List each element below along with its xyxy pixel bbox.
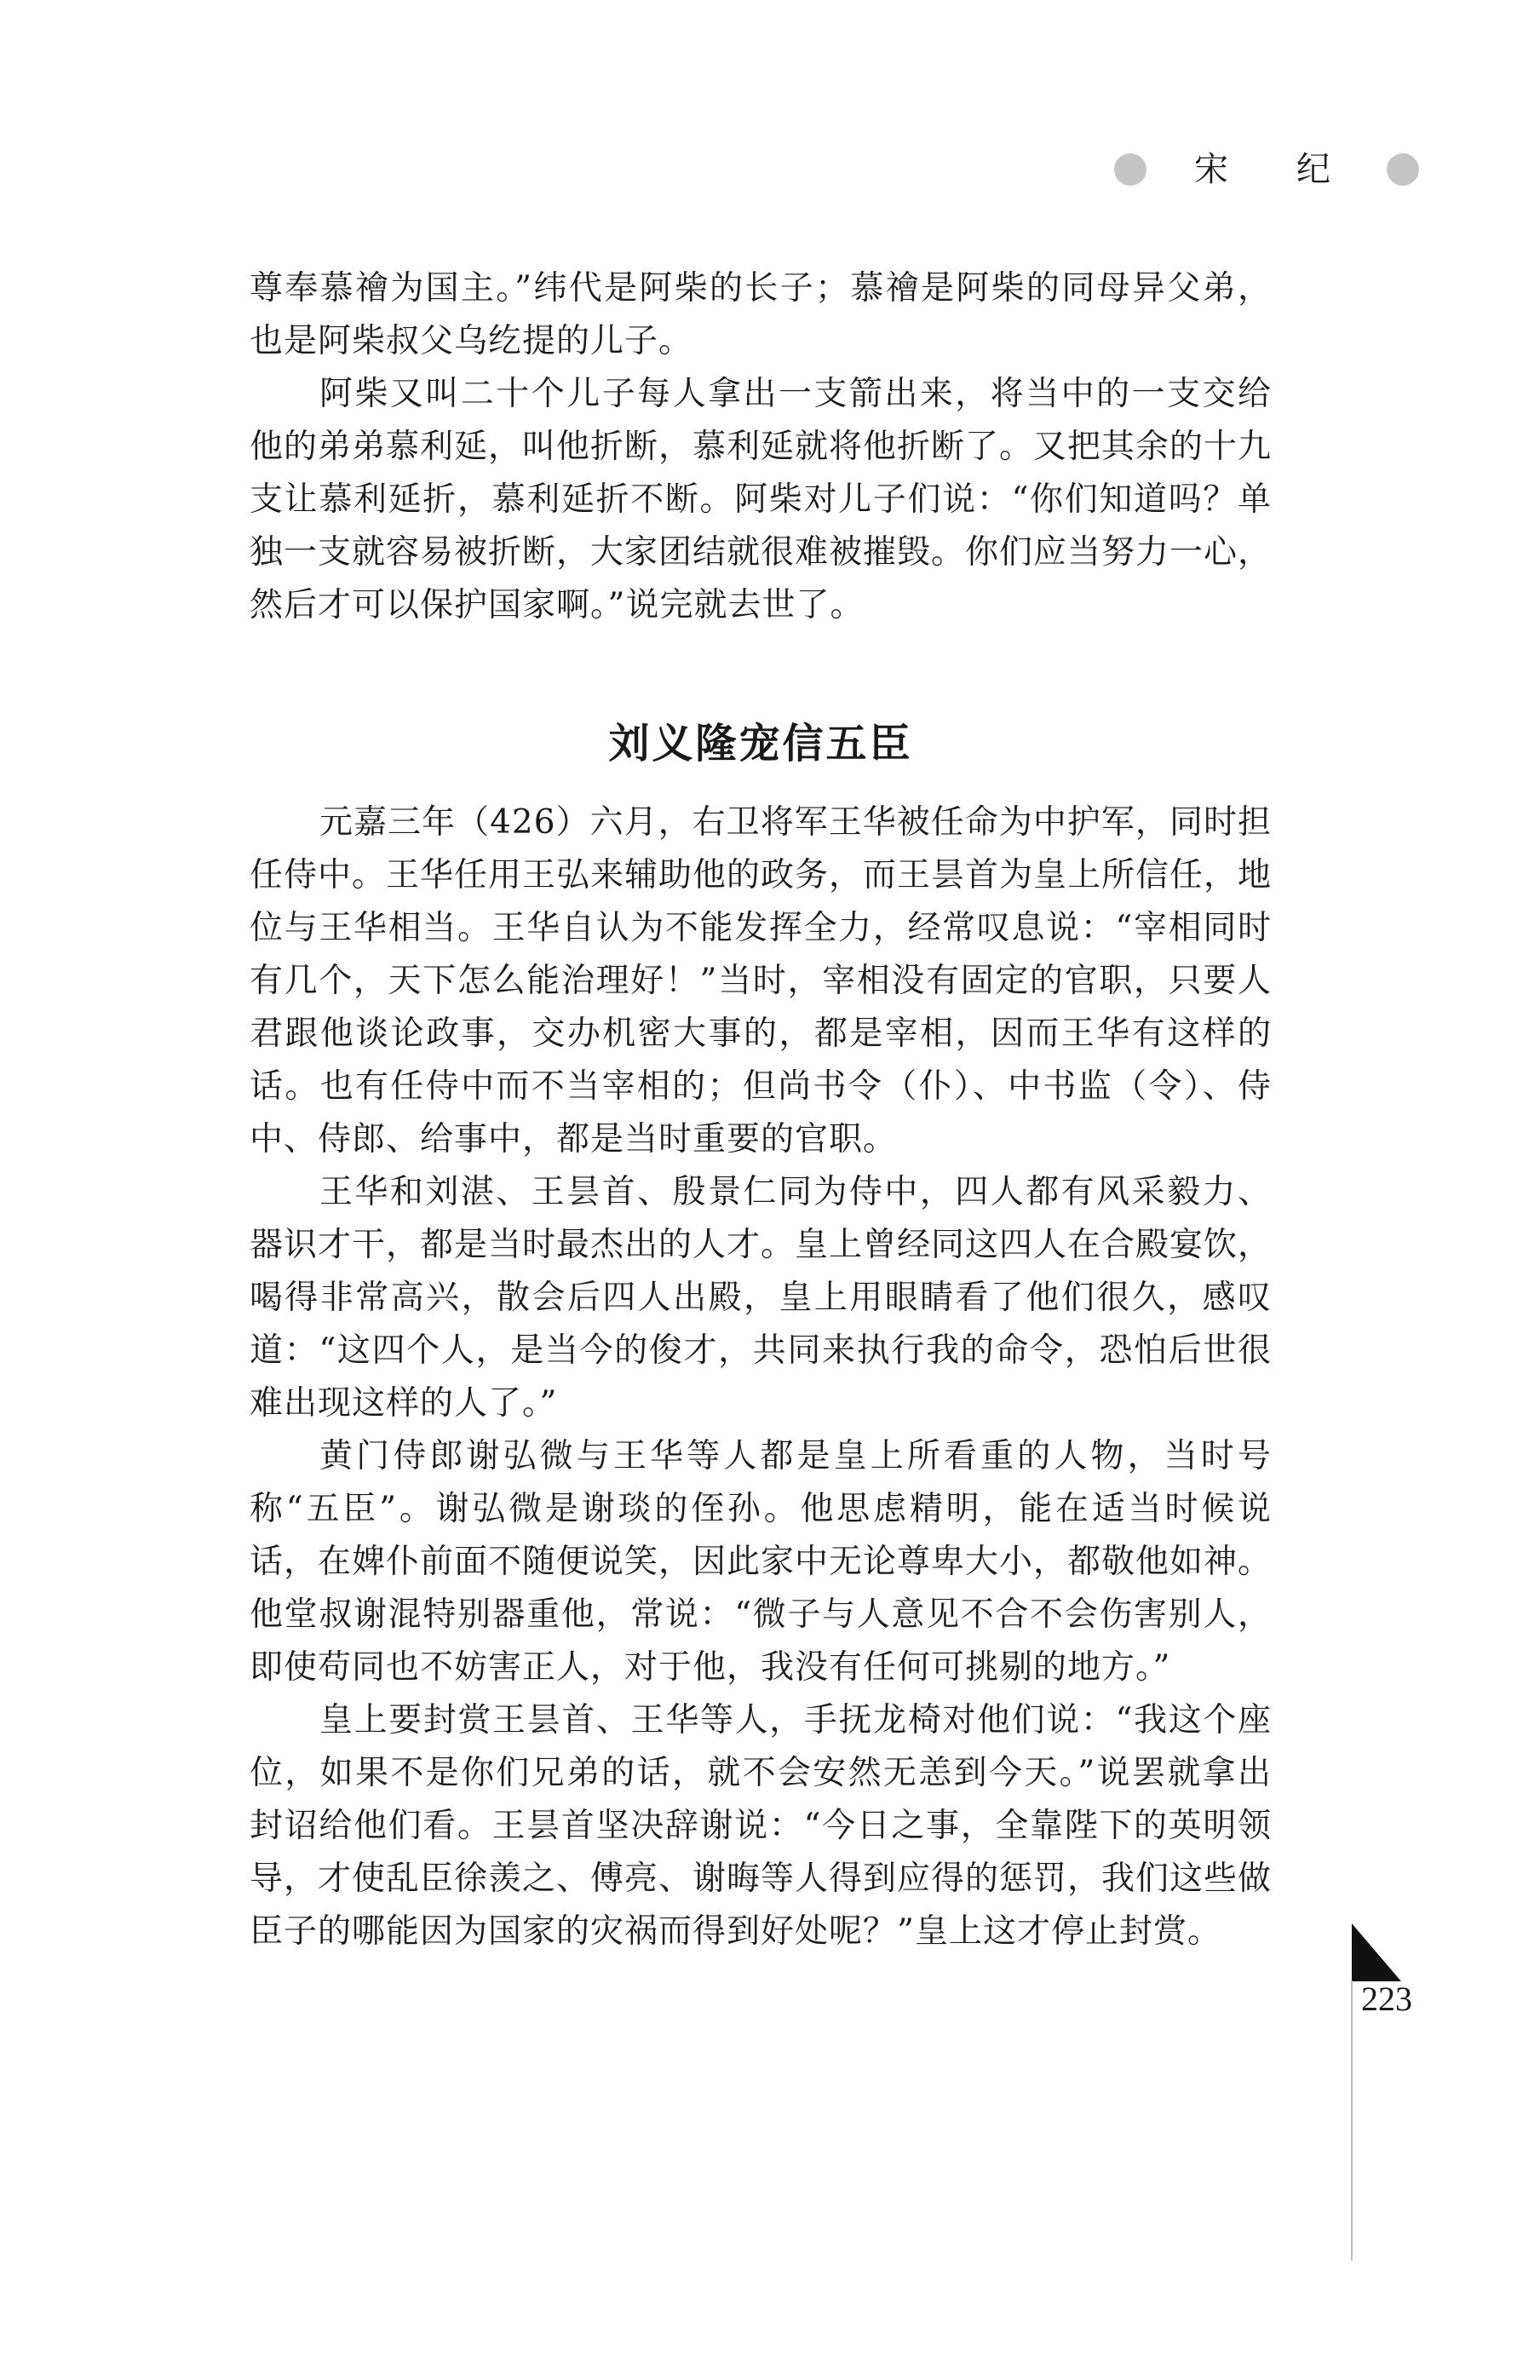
page-corner-triangle — [1352, 1923, 1401, 1981]
section-title: 刘义隆宠信五臣 — [608, 719, 913, 767]
section-paragraph-4: 皇上要封赏王昙首、王华等人，手抚龙椅对他们说：“我这个座位，如果不是你们兄弟的话，就不会安然无恙到今天。”说罢就拿出封诏给他们看。王昙首坚决辞谢说：“今日之事，全靠陛下的英明领导，才使乱臣徐羡之、傅亮、谢晦等人得到应得的惩罚，我们这些做臣子的哪能因为国家的灾祸而得到好处呢？”皇上这才停止封赏。 — [250, 1701, 1273, 1951]
page-number: 223 — [1361, 1980, 1412, 2018]
intro-paragraph-2: 阿柴又叫二十个儿子每人拿出一支箭出来，将当中的一支交给他的弟弟慕利延，叫他折断，慕利延就将他折断了。又把其余的十九支让慕利延折，慕利延折不断。阿柴对儿子们说：“你们知道吗？单独一支就容易被折断，大家团结就很难被摧毁。你们应当努力一心，然后才可以保护国家啊。”说完就去世了。 — [250, 375, 1273, 624]
intro-paragraph-1: 尊奉慕禬为国主。”纬代是阿柴的长子；慕禬是阿柴的同母异父弟，也是阿柴叔父乌纥提的儿子。 — [250, 269, 1272, 360]
section-body — [250, 796, 1272, 1958]
header-dot-right — [1387, 153, 1419, 186]
section-paragraph-1: 元嘉三年（426）六月，右卫将军王华被任命为中护军，同时担任侍中。王华任用王弘来辅助他的政务，而王昙首为皇上所信任，地位与王华相当。王华自认为不能发挥全力，经常叹息说：“宰相同时有几个，天下怎么能治理好！”当时，宰相没有固定的官职，只要人君跟他谈论政事，交办机密大事的，都是宰相，因而王华有这样的话。也有任侍中而不当宰相的；但尚书令（仆）、中书监（令）、侍中、侍郎、给事中，都是当时重要的官职。 — [250, 803, 1273, 1158]
intro-text — [250, 262, 1272, 632]
header-dot-left — [1114, 153, 1146, 186]
header-chapter-char-2: 纪 — [1296, 150, 1330, 189]
section-paragraph-3: 黄门侍郎谢弘微与王华等人都是皇上所看重的人物，当时号称“五臣”。谢弘微是谢琰的侄孙。他思虑精明，能在适当时候说话，在婢仆前面不随便说笑，因此家中无论尊卑大小，都敬他如神。他堂叔谢混特别器重他，常说：“微子与人意见不合不会伤害别人，即使苟同也不妨害正人，对于他，我没有任何可挑剔的地方。” — [250, 1437, 1273, 1687]
section-paragraph-2: 王华和刘湛、王昙首、殷景仁同为侍中，四人都有风采毅力、器识才干，都是当时最杰出的人才。皇上曾经同这四人在合殿宴饮，喝得非常高兴，散会后四人出殿，皇上用眼睛看了他们很久，感叹道：“这四个人，是当今的俊才，共同来执行我的命令，恐怕后世很难出现这样的人了。” — [250, 1173, 1273, 1423]
margin-rule — [1351, 1980, 1353, 2261]
running-header — [1107, 143, 1422, 198]
header-chapter-char-1: 宋 — [1194, 150, 1228, 189]
